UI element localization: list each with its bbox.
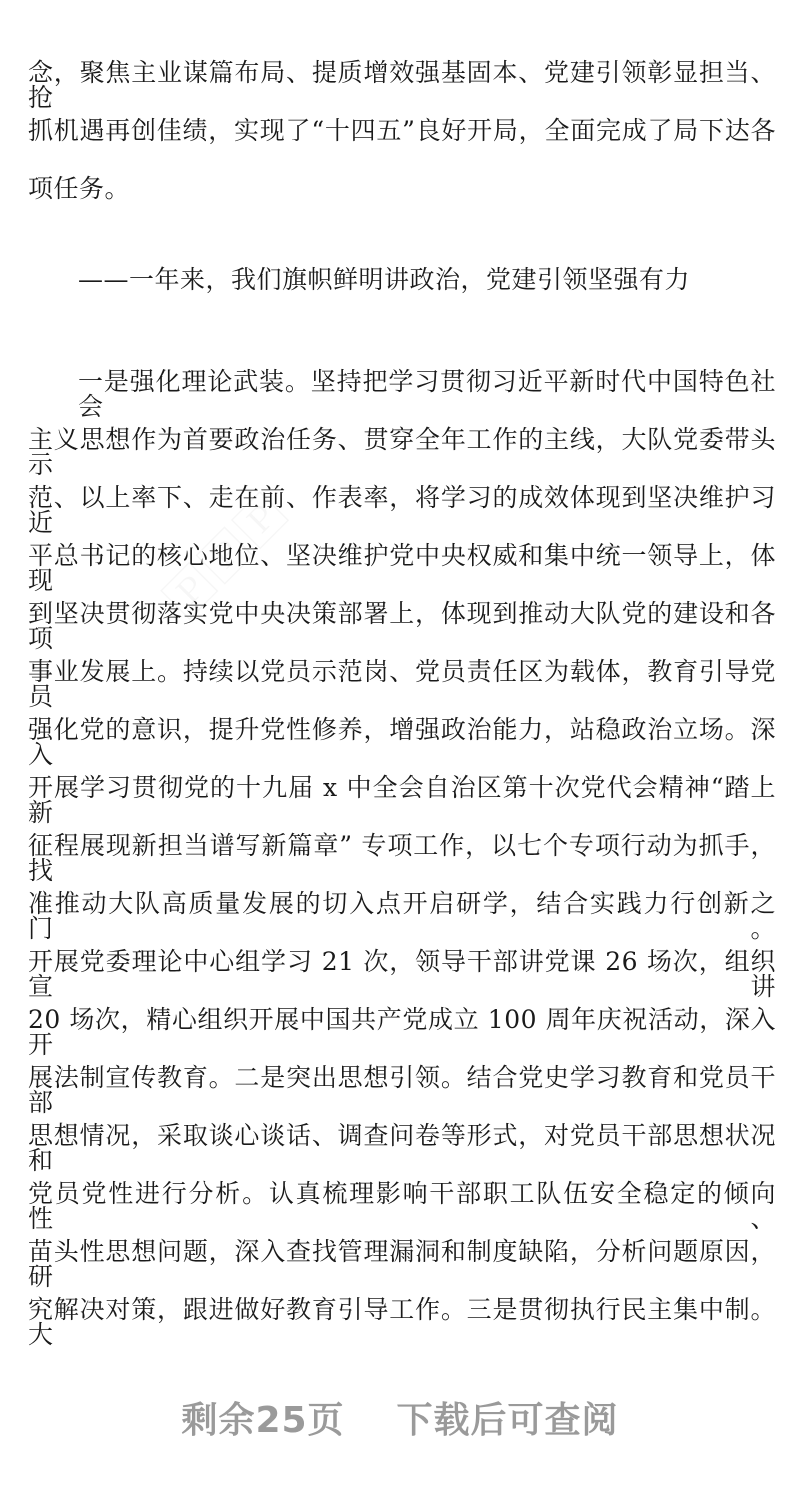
text-line: 开展党委理论中心组学习 21 次，领导干部讲党课 26 场次，组织宣讲 [28,947,776,1001]
text-line: 强化党的意识，提升党性修养，增强政治能力，站稳政治立场。深入 [28,715,776,769]
text-line: 展法制宣传教育。二是突出思想引领。结合党史学习教育和党员干部 [28,1063,776,1117]
text-line: 主义思想作为首要政治任务、贯穿全年工作的主线，大队党委带头示 [28,425,776,479]
text-line: 思想情况，采取谈心谈话、调查问卷等形式，对党员干部思想状况和 [28,1121,776,1175]
text-line: 事业发展上。持续以党员示范岗、党员责任区为载体，教育引导党员 [28,657,776,711]
watermark: 🄿🄿🄿 [154,482,300,628]
section-heading: ——一年来，我们旗帜鲜明讲政治，党建引领坚强有力 [78,265,691,294]
text-line: 开展学习贯彻党的十九届 x 中全会自治区第十次党代会精神“踏上新 [28,773,776,827]
text-line: 到坚决贯彻落实党中央决策部署上，体现到推动大队党的建设和各项 [28,599,776,653]
text-line: 20 场次，精心组织开展中国共产党成立 100 周年庆祝活动，深入开 [28,1005,776,1059]
text-line: 抓机遇再创佳绩，实现了“十四五”良好开局，全面完成了局下达各 [28,116,776,145]
text-line: 念，聚焦主业谋篇布局、提质增效强基固本、党建引领彰显担当、抢 [28,58,776,112]
download-to-view-label[interactable]: 下载后可查阅 [396,1400,619,1441]
remaining-pages-label: 剩余25页 [181,1400,345,1441]
text-line: 平总书记的核心地位、坚决维护党中央权威和集中统一领导上，体现 [28,541,776,595]
text-line: 征程展现新担当谱写新篇章” 专项工作，以七个专项行动为抓手，找 [28,831,776,885]
text-line: 一是强化理论武装。坚持把学习贯彻习近平新时代中国特色社会 [78,367,776,421]
text-line: 范、以上率下、走在前、作表率，将学习的成效体现到坚决维护习近 [28,483,776,537]
text-line: 项任务。 [28,174,131,203]
text-line: 究解决对策，跟进做好教育引导工作。三是贯彻执行民主集中制。大 [28,1295,776,1349]
text-line: 党员党性进行分析。认真梳理影响干部职工队伍安全稳定的倾向性、 [28,1179,776,1233]
text-line: 准推动大队高质量发展的切入点开启研学，结合实践力行创新之门。 [28,889,776,943]
download-banner[interactable] [0,1392,800,1443]
text-line: 苗头性思想问题，深入查找管理漏洞和制度缺陷，分析问题原因，研 [28,1237,776,1291]
